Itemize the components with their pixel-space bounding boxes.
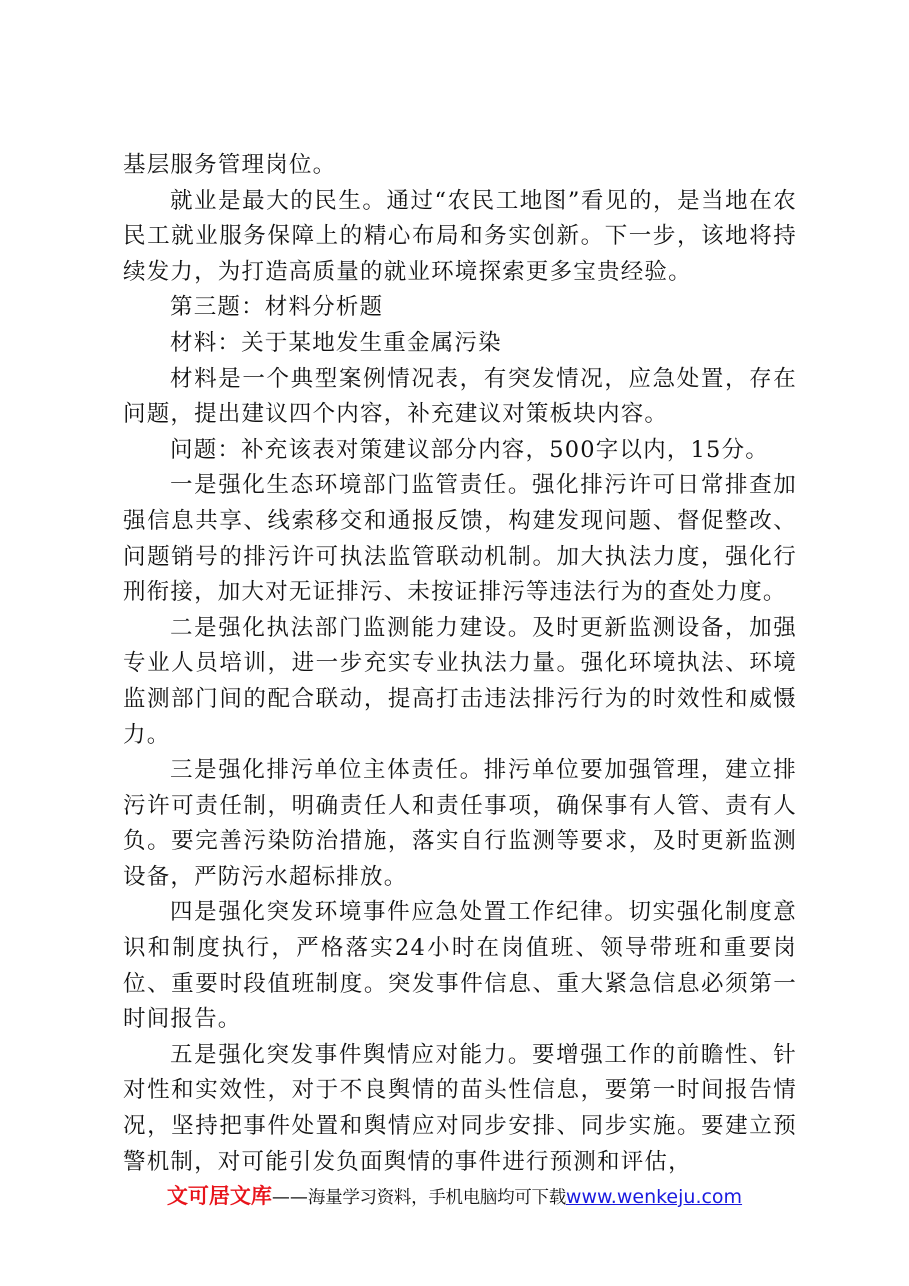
paragraph: 五是强化突发事件舆情应对能力。要增强工作的前瞻性、针对性和实效性，对于不良舆情的苗头性信息，要第一时间报告情况，坚持把事件处置和舆情应对同步安排、同步实施。要建立预警机制，对可能引发负面舆情的事件进行预测和评估， bbox=[123, 1041, 797, 1175]
footer-brand: 文可居文库 bbox=[166, 1184, 272, 1208]
paragraph: 问题：补充该表对策建议部分内容，500字以内，15分。 bbox=[170, 436, 769, 463]
paragraph: 一是强化生态环境部门监管责任。强化排污许可日常排查加强信息共享、线索移交和通报反馈，构建发现问题、督促整改、问题销号的排污许可执法监管联动机制。加大执法力度，强化行刑衔接，加大对无证排污、未按证排污等违法行为的查处力度。 bbox=[123, 472, 797, 606]
paragraph: 基层服务管理岗位。 bbox=[123, 152, 337, 178]
footer-url-link[interactable]: www.wenkeju.com bbox=[565, 1186, 743, 1208]
footer-slogan: 海量学习资料，手机电脑均可下载 bbox=[307, 1188, 566, 1208]
paragraph: 就业是最大的民生。通过“农民工地图”看见的，是当地在农民工就业服务保障上的精心布局和务实创新。下一步，该地将持续发力，为打造高质量的就业环境探索更多宝贵经验。 bbox=[123, 187, 797, 285]
section-heading: 第三题：材料分析题 bbox=[170, 294, 384, 321]
paragraph: 四是强化突发环境事件应急处置工作纪律。切实强化制度意识和制度执行，严格落实24小时在岗值班、领导带班和重要岗位、重要时段值班制度。突发事件信息、重大紧急信息必须第一时间报告。 bbox=[123, 899, 797, 1033]
paragraph: 二是强化执法部门监测能力建设。及时更新监测设备，加强专业人员培训，进一步充实专业执法力量。强化环境执法、环境监测部门间的配合联动，提高打击违法排污行为的时效性和威慑力。 bbox=[123, 614, 797, 748]
footer-dash: —— bbox=[271, 1187, 308, 1208]
document-body bbox=[123, 148, 797, 1180]
paragraph: 材料：关于某地发生重金属污染 bbox=[170, 329, 502, 356]
paragraph: 材料是一个典型案例情况表，有突发情况，应急处置，存在问题，提出建议四个内容，补充建议对策板块内容。 bbox=[123, 365, 797, 428]
paragraph: 三是强化排污单位主体责任。排污单位要加强管理，建立排污许可责任制，明确责任人和责任事项，确保事有人管、责有人负。要完善污染防治措施，落实自行监测等要求，及时更新监测设备，严防污水超标排放。 bbox=[123, 757, 797, 890]
footer-banner bbox=[0, 1180, 909, 1210]
